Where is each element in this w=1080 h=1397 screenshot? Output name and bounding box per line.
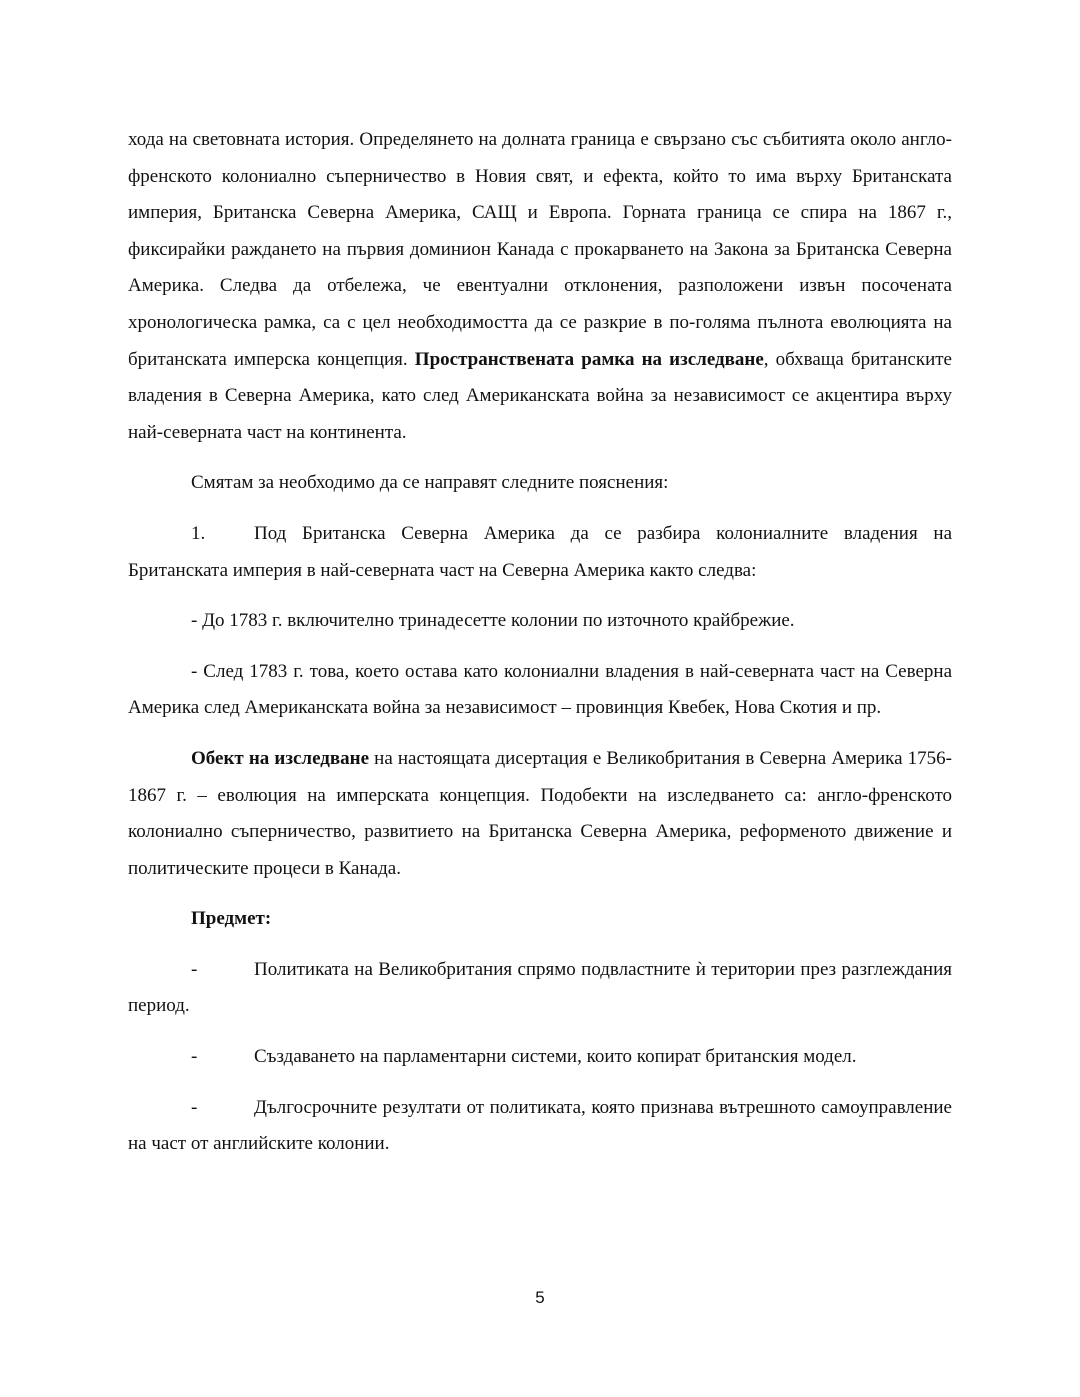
paragraph-chronology-text-end: , обхваща британските владения в Северна Америка, като след Американската война за независимост се акцентира върху най-северната част на континента. bbox=[128, 348, 952, 443]
paragraph-research-object bbox=[128, 741, 952, 887]
dash-marker: - bbox=[191, 1046, 198, 1068]
bullet-item bbox=[128, 1039, 952, 1076]
bullet-item bbox=[128, 952, 952, 1025]
document-body bbox=[128, 122, 952, 1163]
paragraph-chronology bbox=[128, 122, 952, 451]
research-object-text: на настоящата дисертация е Великобритания в Северна Америка 1756-1867 г. – еволюция на имперската концепция. Подобекти на изследването са: англо-френското колониално съперничество, развитието на Британска Северна Америка, реформеното движение и политическите процеси в Канада. bbox=[128, 747, 952, 879]
subject-heading bbox=[128, 901, 952, 938]
paragraph-chronology-text: хода на световната история. Определянето на долната граница е свързано със събитията около англо-френското колониално съперничество в Новия свят, и ефекта, който то има върху Британската империя, Британска Северна Америка, САЩ и Европа. Горната граница се спира на 1867 г., фиксирайки раждането на първия доминион Канада с прокарването на Закона за Британска Северна Америка. Следва да отбележа, че евентуални отклонения, разположени извън посочената хронологическа рамка, са с цел необходимостта да се разкрие в по-голяма пълнота еволюцията на британската имперска концепция. bbox=[128, 129, 952, 370]
spatial-frame-heading: Пространствената рамка на изследване bbox=[414, 348, 764, 370]
bullet-text: Дългосрочните резултати от политиката, която признава вътрешното самоуправление на част от английските колонии. bbox=[128, 1096, 952, 1155]
page-number: 5 bbox=[535, 1288, 545, 1307]
paragraph-after-1783: - След 1783 г. това, което остава като колониални владения в най-северната част на Северна Америка след Американската война за независимост – провинция Квебек, Нова Скотия и пр. bbox=[128, 660, 952, 719]
bullet-item bbox=[128, 1090, 952, 1163]
item-number: 1. bbox=[191, 522, 206, 544]
numbered-item-1 bbox=[128, 516, 952, 589]
bullet-text: Създаването на парламентарни системи, които копират британския модел. bbox=[254, 1046, 857, 1068]
dash-marker: - bbox=[191, 958, 198, 980]
dash-marker: - bbox=[191, 1096, 198, 1118]
paragraph-clarifications-intro: Смятам за необходимо да се направят следните пояснения: bbox=[191, 472, 669, 494]
paragraph-before-1783: - До 1783 г. включително тринадесетте колонии по източното крайбрежие. bbox=[191, 610, 795, 632]
research-object-heading: Обект на изследване bbox=[191, 747, 370, 769]
bullet-text: Политиката на Великобритания спрямо подвластните ѝ територии през разглеждания период. bbox=[128, 958, 952, 1017]
numbered-item-text: Под Британска Северна Америка да се разбира колониалните владения на Британската империя в най-северната част на Северна Америка както следва: bbox=[128, 522, 952, 581]
subject-heading-label: Предмет: bbox=[191, 908, 272, 930]
